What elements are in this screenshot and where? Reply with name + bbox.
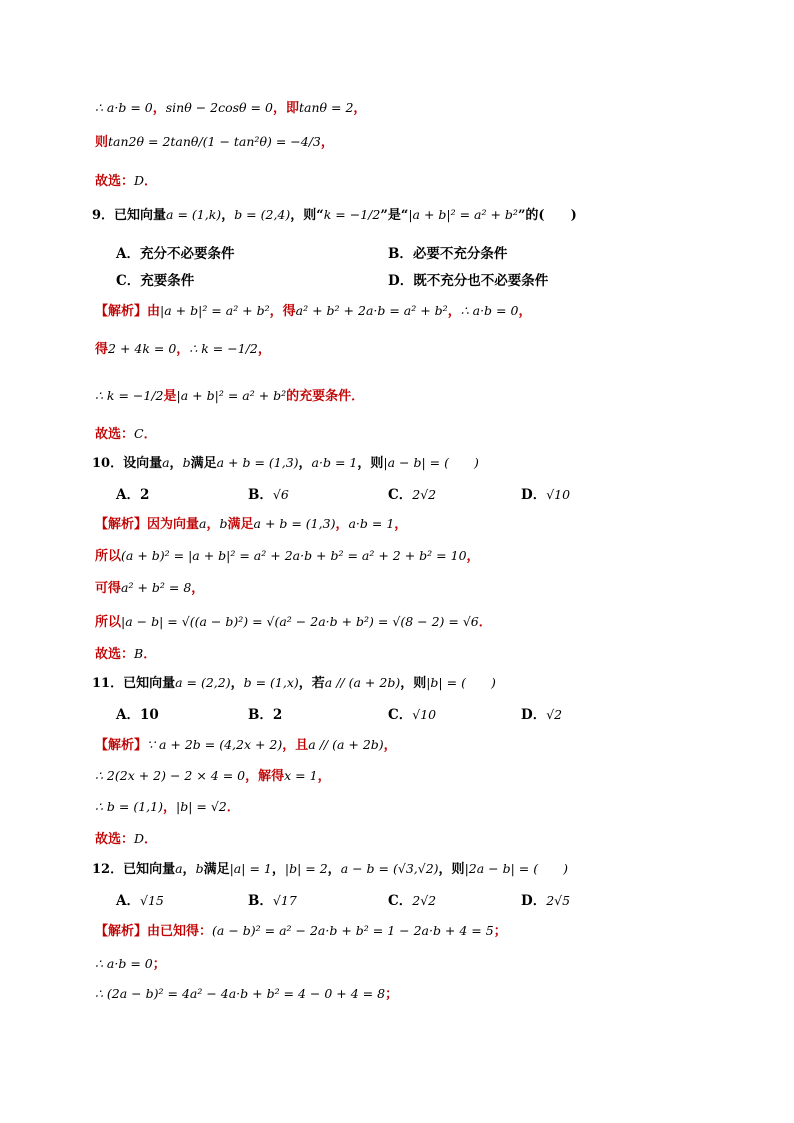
text-run: ，若 — [298, 676, 325, 691]
math-expression: a² + b² = 8 — [121, 580, 192, 595]
math-expression: √17 — [272, 893, 297, 908]
math-expression: |b| = √2 — [176, 799, 227, 814]
math-expression: ∴ b = (1,1) — [95, 799, 163, 814]
math-expression: a // (a + 2b) — [308, 737, 384, 752]
math-expression: ∴ k = −1/2 — [95, 388, 164, 403]
option-b — [248, 706, 282, 724]
text-run: C． — [388, 487, 413, 503]
math-expression: x = 1 — [284, 768, 318, 783]
answer-line — [95, 645, 156, 664]
text-run: 【解析】由 — [95, 304, 161, 319]
option-d — [521, 486, 570, 504]
text-run: ． — [144, 174, 158, 189]
math-expression: 2√2 — [412, 893, 437, 908]
text-run: A． — [116, 893, 140, 909]
math-expression: tanθ = 2 — [298, 100, 354, 115]
text-run: ”是“ — [380, 208, 409, 223]
math-expression: 2√5 — [546, 893, 571, 908]
option-b — [388, 245, 507, 263]
math-expression: ∴ k = −1/2 — [189, 341, 258, 356]
math-expression: a // (a + 2b) — [324, 675, 401, 690]
text-run: ， — [320, 135, 334, 150]
math-expression: |a + b|² = a² + b² — [176, 388, 287, 403]
text-run: ， — [191, 581, 205, 596]
text-run: 可得 — [95, 581, 122, 596]
text-run: D． — [521, 893, 547, 909]
solution-line — [95, 613, 492, 632]
text-run: B．必要不充分条件 — [388, 246, 508, 262]
math-expression: √10 — [412, 707, 437, 722]
math-expression: ∴ a·b = 0 — [460, 303, 519, 318]
solution-line — [95, 547, 480, 566]
math-expression: |a + b|² = a² + b² — [160, 303, 270, 318]
math-expression: a = (2,2) — [175, 675, 231, 690]
math-expression: |a − b| = ( ) — [383, 455, 479, 470]
math-expression: a + b = (1,3) — [216, 455, 299, 470]
math-expression: a — [175, 861, 183, 876]
math-expression: ∴ a·b = 0 — [95, 100, 153, 115]
option-d — [388, 272, 548, 290]
text-run: 11．已知向量 — [92, 676, 176, 691]
text-run: ”的( ) — [517, 208, 577, 223]
solution-line — [95, 955, 166, 974]
text-run: 故选： — [95, 174, 135, 189]
solution-line — [95, 767, 331, 786]
math-expression: a² + b² + 2a·b = a² + b² — [295, 303, 448, 318]
text-run: ． — [143, 427, 157, 442]
text-run: ，即 — [272, 101, 299, 116]
text-run: ； — [152, 957, 166, 972]
answer-line — [95, 172, 157, 191]
text-run: ，则“ — [290, 208, 324, 223]
option-a — [116, 486, 149, 504]
text-run: ， — [206, 517, 220, 532]
option-d — [521, 706, 562, 724]
answer-line — [95, 425, 157, 444]
math-expression: a + b = (1,3) — [253, 516, 336, 531]
text-run: ， — [335, 517, 349, 532]
math-expression: a — [162, 455, 170, 470]
text-run: ， — [353, 101, 367, 116]
option-b — [248, 892, 297, 910]
text-run: 是 — [163, 389, 177, 404]
text-run: B． — [248, 893, 273, 909]
text-run: ， — [257, 342, 271, 357]
text-run: ， — [298, 456, 312, 471]
text-run: C．充要条件 — [116, 273, 195, 289]
math-expression: b — [182, 455, 191, 470]
math-expression: |b| = 2 — [284, 861, 328, 876]
question-11 — [92, 674, 496, 693]
text-run: ， — [271, 862, 285, 877]
math-expression: b — [219, 516, 228, 531]
solution-line — [95, 387, 364, 406]
math-expression: C — [134, 426, 144, 441]
text-run: 满足 — [227, 517, 254, 532]
text-run: ， — [317, 769, 331, 784]
text-run: 10．设向量 — [92, 456, 163, 471]
option-a — [116, 706, 159, 724]
solution-line — [95, 922, 507, 941]
text-run: ， — [221, 208, 235, 223]
math-expression: √2 — [546, 707, 563, 722]
text-run: ， — [518, 304, 532, 319]
math-expression: b — [195, 861, 204, 876]
math-expression: |a − b| = √((a − b)²) = √(a² − 2a·b + b²) = √(8 − 2) = √6 — [121, 614, 479, 629]
text-run: ． — [478, 615, 492, 630]
math-expression: D — [134, 173, 145, 188]
text-run: B．2 — [248, 707, 283, 723]
solution-line — [95, 515, 407, 534]
math-expression: a — [199, 516, 207, 531]
math-expression: sinθ − 2cosθ = 0 — [165, 100, 273, 115]
text-run: ， — [447, 304, 461, 319]
option-a — [116, 892, 164, 910]
text-run: ，则 — [400, 676, 427, 691]
text-run: A．10 — [116, 707, 159, 723]
text-run: 【解析】因为向量 — [95, 517, 200, 532]
text-run: C． — [388, 893, 413, 909]
text-run: ． — [144, 832, 158, 847]
math-expression: b = (1,x) — [243, 675, 299, 690]
text-run: A．充分不必要条件 — [116, 246, 235, 262]
math-expression: a·b = 1 — [348, 516, 395, 531]
text-run: ， — [327, 862, 341, 877]
question-12 — [92, 860, 568, 879]
text-run: 故选： — [95, 647, 135, 662]
solution-line — [95, 302, 531, 321]
math-expression: a·b = 1 — [311, 455, 358, 470]
math-expression: |2a − b| = ( ) — [464, 861, 568, 876]
math-expression: √15 — [139, 893, 164, 908]
text-run: 满足 — [190, 456, 217, 471]
text-run: 【解析】由已知得： — [95, 924, 213, 939]
option-c — [388, 706, 436, 724]
text-run: A．2 — [116, 487, 150, 503]
option-d — [521, 892, 570, 910]
text-run: D． — [521, 487, 547, 503]
solution-line — [95, 736, 397, 755]
text-run: ， — [182, 862, 196, 877]
math-expression: k = −1/2 — [323, 207, 381, 222]
text-run: 故选： — [95, 427, 135, 442]
text-run: ； — [385, 987, 399, 1002]
math-expression: |b| = ( ) — [426, 675, 496, 690]
math-expression: (a + b)² = |a + b|² = a² + 2a·b + b² = a² + 2 + b² = 10 — [121, 548, 467, 563]
text-run: ． — [226, 800, 240, 815]
text-run: 则 — [95, 135, 109, 150]
math-expression: ∴ 2(2x + 2) − 2 × 4 = 0 — [95, 768, 246, 783]
text-run: ，解得 — [245, 769, 285, 784]
text-run: 满足 — [203, 862, 230, 877]
math-expression: a = (1,k) — [166, 207, 222, 222]
math-expression: √6 — [272, 487, 289, 502]
text-run: B． — [248, 487, 273, 503]
text-run: ， — [466, 549, 480, 564]
solution-line — [95, 133, 334, 152]
text-run: 故选： — [95, 832, 135, 847]
text-run: ， — [230, 676, 244, 691]
text-run: 12．已知向量 — [92, 862, 176, 877]
math-expression: ∴ a·b = 0 — [95, 956, 153, 971]
text-run: ， — [394, 517, 408, 532]
text-run: D．既不充分也不必要条件 — [388, 273, 549, 289]
text-run: ， — [169, 456, 183, 471]
math-expression: 2 + 4k = 0 — [108, 341, 177, 356]
math-expression: a − b = (√3,√2) — [340, 861, 439, 876]
math-expression: tan2θ = 2tanθ/(1 − tan²θ) = −4/3 — [108, 134, 321, 149]
answer-line — [95, 830, 157, 849]
math-expression: ∵ a + 2b = (4,2x + 2) — [147, 737, 283, 752]
text-run: ，则 — [438, 862, 465, 877]
text-run: 的充要条件． — [286, 389, 365, 404]
solution-line — [95, 579, 204, 598]
text-run: 所以 — [95, 549, 122, 564]
option-b — [248, 486, 289, 504]
option-c — [388, 486, 436, 504]
text-run: 得 — [95, 342, 109, 357]
math-expression: |a| = 1 — [229, 861, 272, 876]
solution-line — [95, 985, 398, 1004]
text-run: 所以 — [95, 615, 122, 630]
text-run: C． — [388, 707, 413, 723]
option-c — [116, 272, 194, 290]
option-c — [388, 892, 436, 910]
option-a — [116, 245, 234, 263]
math-expression: D — [134, 831, 145, 846]
text-run: ； — [493, 924, 507, 939]
text-run: ， — [162, 800, 176, 815]
solution-line — [95, 340, 271, 359]
math-expression: (a − b)² = a² − 2a·b + b² = 1 − 2a·b + 4 = 5 — [212, 923, 494, 938]
text-run: 【解析】 — [95, 738, 148, 753]
math-expression: |a + b|² = a² + b² — [408, 207, 518, 222]
math-expression: ∴ (2a − b)² = 4a² − 4a·b + b² = 4 − 0 + 4 = 8 — [95, 986, 386, 1001]
math-expression: B — [134, 646, 144, 661]
math-expression: √10 — [546, 487, 571, 502]
text-run: D． — [521, 707, 547, 723]
question-9 — [92, 206, 577, 225]
text-run: ， — [152, 101, 166, 116]
question-10 — [92, 454, 479, 473]
text-run: 9．已知向量 — [92, 208, 167, 223]
math-expression: b = (2,4) — [234, 207, 291, 222]
text-run: ，且 — [282, 738, 309, 753]
text-run: ． — [143, 647, 157, 662]
text-run: ， — [176, 342, 190, 357]
solution-line — [95, 99, 366, 118]
math-expression: 2√2 — [412, 487, 437, 502]
text-run: ， — [383, 738, 397, 753]
text-run: ，得 — [269, 304, 296, 319]
text-run: ，则 — [357, 456, 384, 471]
solution-line — [95, 798, 240, 817]
